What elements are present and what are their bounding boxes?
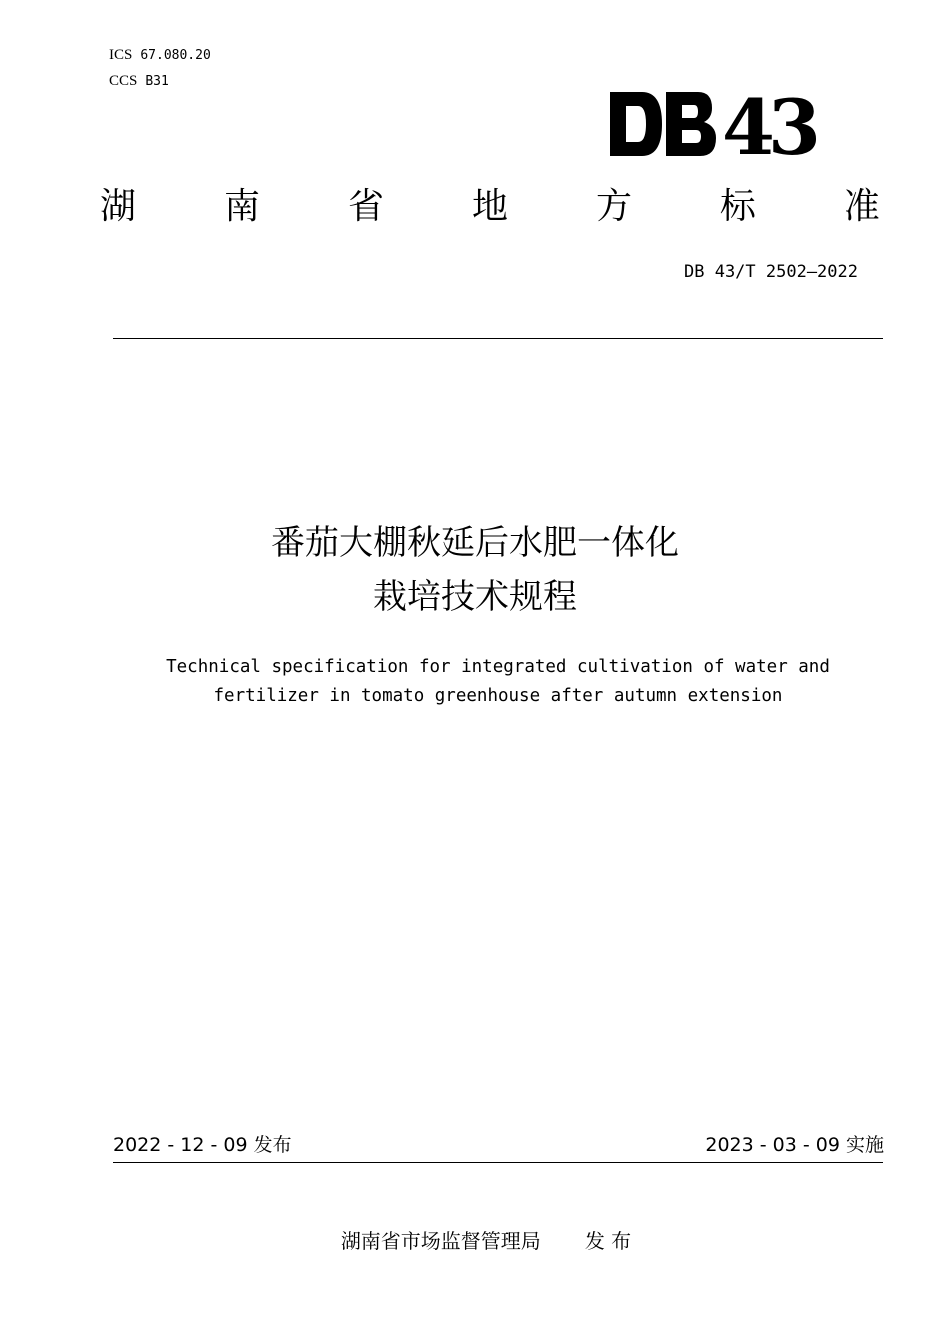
- category-char: 准: [843, 186, 880, 227]
- issue-date: 2022 - 12 - 09 发布: [113, 1134, 292, 1156]
- db43-logo: [604, 78, 826, 158]
- implementation-date: 2023 - 03 - 09 实施: [705, 1134, 884, 1156]
- svg-text:3: 3: [768, 83, 821, 158]
- ccs-label: CCS: [109, 73, 138, 89]
- ics-code: [109, 46, 211, 65]
- category-char: 省: [347, 186, 384, 227]
- issuer-action: 发 布: [584, 1229, 632, 1253]
- english-title-line-2: fertilizer in tomato greenhouse after autumn extension: [213, 686, 783, 706]
- category-char: 地: [471, 186, 508, 227]
- english-title-line-1: Technical specification for integrated cultivation of water and: [166, 657, 830, 677]
- ccs-value: B31: [145, 74, 169, 89]
- top-divider: [113, 338, 883, 339]
- category-char: 南: [223, 186, 260, 227]
- standard-category: [100, 182, 880, 232]
- category-char: 湖: [100, 186, 137, 227]
- ics-value: 67.080.20: [140, 48, 211, 63]
- category-char: 方: [595, 186, 632, 227]
- chinese-title-line-1: 番茄大棚秋延后水肥一体化: [271, 523, 679, 563]
- issuer-name: 湖南省市场监督管理局: [340, 1229, 541, 1253]
- ics-label: ICS: [109, 47, 133, 63]
- bottom-divider: [113, 1162, 883, 1163]
- category-char: 标: [719, 186, 756, 227]
- ccs-code: [109, 72, 169, 91]
- standard-number: DB 43/T 2502—2022: [684, 262, 858, 282]
- svg-text:4: 4: [722, 83, 775, 158]
- issuer: [0, 1226, 950, 1256]
- chinese-title-line-2: 栽培技术规程: [373, 577, 577, 617]
